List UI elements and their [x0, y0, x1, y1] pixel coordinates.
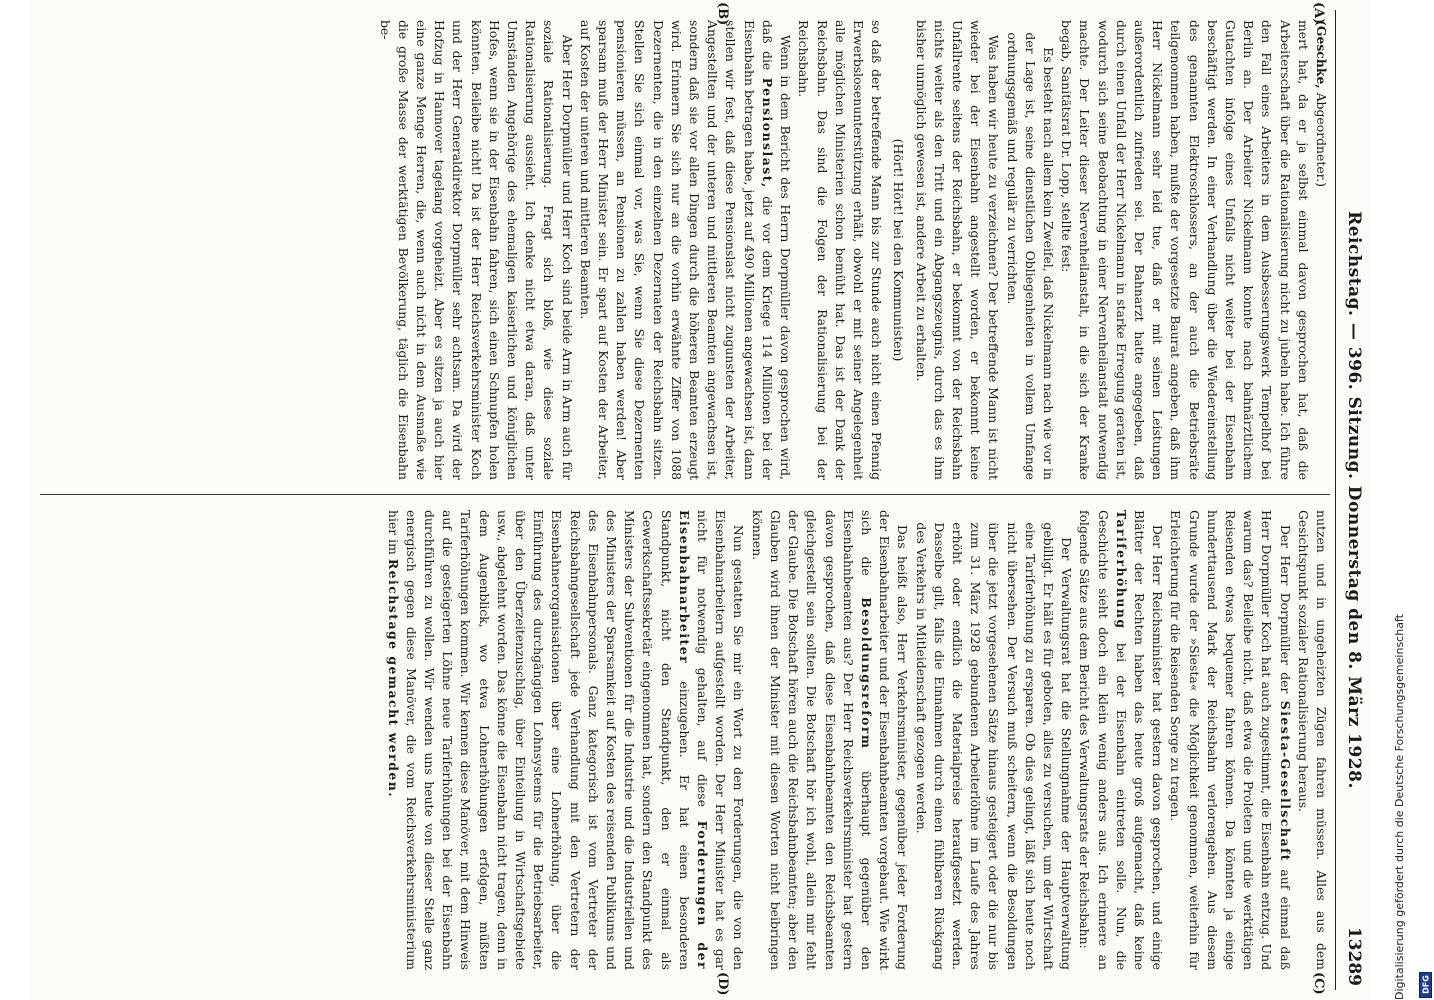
left-paragraph-3: so daß der betreffende Mann bis zur Stunde auch nicht einen Pfennig Erwerbslosenunterstützung erhält, obwohl er mit seiner Angelegenheit alle möglichen Ministerien schon bemüht hat. Das ist der Dank der Reichsbahn. Das sind die Folgen der Rationalisierung bei der Reichsbahn.: [796, 20, 885, 480]
right-paragraph-3-rest: bei der Eisenbahn eintreten solle. Nun, die Geschichte sieht doch ein klein wenig anders aus. Ich erinnere an folgende Sätze aus dem Bericht des Verwaltungsrats der Reichsbahn:: [1077, 510, 1129, 970]
margin-letter-b: (B): [715, 2, 730, 26]
margin-letter-d: (D): [715, 972, 730, 996]
margin-letter-a: (A): [1311, 2, 1326, 25]
margin-letter-c: (C): [1311, 972, 1326, 995]
running-head: [1330, 0, 1370, 1000]
right-paragraph-4-rest: überhaupt gegenüber den Eisenbahnbeamten aus? Der Herr Reichsverkehrsminister hat gestern davon gesprochen, daß diese Eisenbahnbeamten den Reichsbeamten gleichgestellt sein sollten. Die Botschaft hör ich wohl, allein mir fehlt der Glaube. Die Botschaft hören auch die Reichsbahnbeamten; aber den Glauben wird ihnen der Minister mit diesen Worten nicht beibringen können.: [749, 510, 874, 970]
right-paragraph-2-start: Der Herr Dorpmüller der: [1277, 524, 1293, 694]
emphasis-siesta: Siesta-Gesellschaft: [1277, 700, 1293, 863]
right-paragraph-2-rest: auf einmal daß Herr Dorpmüller Koch hat auch zugestimmt, die Eisenbahn entzug. Und warum das? Beileibe nicht, daß etwa die Proleten und die werktätigen Reisenden etwas bequemer fahren können. Da könnten ja einige hunderttausend Mark der Reichsbahn verlorengehen. Aus diesem Grunde wurde der »Siesta« die Möglichkeit genommen, weiterhin für Erleichterung für die Reisenden Sorge zu tragen.: [1168, 510, 1293, 970]
left-paragraph-4-rest: die vor dem Kriege 114 Millionen bei der Eisenbahn betragen habe, jetzt auf 490 Millionen angewachsen ist, dann stellen wir fest, daß diese Pensionslast nicht zugunsten der Arbeiter, Angestellten und der unteren und mittleren Beamten angewachsen ist, sondern daß sie vor allen Dingen durch die höheren Beamten erzeugt wird. Erinnern Sie sich nur an die vorhin erwähnte Ziffer von 1088 Dezernenten, die in den einzelnen Dezernaten der Reichsbahn sitzen. Stellen Sie sich einmal vor, was Sie, wenn Sie diese Dezernenten pensionieren müssen, an Pensionen zu zahlen haben werden! Aber sparsam muß der Herr Minister sein. Er spart auf Kosten der Arbeiter, auf Kosten der unteren und mittleren Beamten.: [577, 20, 775, 480]
right-paragraph-5: [383, 510, 747, 970]
right-column: [40, 510, 1330, 970]
digitization-credit-text: Digitalisierung gefördert durch die Deutsche Forschungsgemeinschaft: [1393, 614, 1406, 1000]
page-header-title: Reichstag. — 396. Sitzung. Donnerstag den 8. März 1928.: [1344, 211, 1364, 789]
speaker-name: (Geschke,: [1314, 20, 1329, 89]
right-quote-1: Der Verwaltungsrat hat die Stellungnahme der Hauptverwaltung gebilligt. Er hält es für geboten, alles zu versuchen, um der Wirtschaft eine Tariferhöhung zu ersparen. Ob dies gelingt, läßt sich heute noch nicht übersehen. Der Versuch muß scheitern, wenn die Besoldungen über die jetzt vorgesehenen Sätze hinaus gesteigert oder die nur bis zum 31. März 1928 gebundenen Arbeiterlöhne im Laufe des Jahres erhöht oder endlich die Materialpreise heraufgesetzt werden. Dasselbe gilt, falls die Einnahmen durch einen fühlbaren Rückgang des Verkehrs in Mitleidenschaft gezogen werden.: [913, 522, 1075, 970]
right-paragraph-1: nutzen und in ungeheizten Zügen fahren müssen. Alles aus dem Gesichtspunkt sozialer Rationalisierung heraus.: [1295, 510, 1329, 970]
interjection: (Hört! Hört! bei den Kommunisten): [891, 138, 907, 362]
left-paragraph-2: Was haben wir heute zu verzeichnen? Der betreffende Mann ist nicht wieder bei der Eisenbahn angestellt worden, er bekommt keine Unfallrente seitens der Reichsbahn, er bekommt von der Reichsbahn nichts weiter als den Tritt und ein Abgangszeugnis, durch das es ihm bisher unmöglich gewesen ist, andere Arbeit zu erhalten.: [913, 20, 1002, 480]
right-paragraph-5-rest: einzugehen. Er hat einen besonderen Standpunkt, nicht den Standpunkt, den er einmal als Gewerkschaftssekretär eingenommen hat, sondern den Standpunkt des Ministers der Subventionen für die Industrie und die Industriellen und des Ministers der Sparsamkeit auf Kosten des reisenden Publikums und des Eisenbahnpersonals. Ganz kategorisch ist vom Vertreter der Reichsbahngesellschaft jede Verhandlung mit den Vertretern der Eisenbahnerorganisationen über eine Lohnerhöhung, über die Einführung des durchgängigen Lohnsystems für die Betriebsarbeiter, über den Überzeitenzuschlag, über Einteilung in Wirtschaftsgebiete usw., abgelehnt worden. Das könne die Eisenbahn nicht tragen, denn in dem Augenblick, wo etwa Lohnerhöhungen erfolgen, müßten Tariferhöhungen kommen. Wir kennen diese Manöver, mit dem Hinweis auf die gesteigerten Löhne neue Tariferhöhungen bei der Eisenbahn durchführen zu wollen. Wir wenden uns heute von dieser Stelle ganz energisch gegen diese Manöver, die vom Reichsverkehrsministerium hier im: [385, 510, 692, 970]
right-paragraph-3-start: Der Herr Reichsminister hat gestern davon gesprochen, und einige Blätter der Rechten haben das heute groß aufgemacht, daß keine: [1131, 510, 1166, 970]
header-rule: [1335, 10, 1336, 990]
emphasis-besoldungsreform: Besoldungsreform: [858, 597, 874, 750]
left-paragraph-1: mert hat, da er ja selbst einmal davon gesprochen hat, daß die Arbeiterschaft über die Rationalisierung nicht zu jubeln habe. Ich führe den Fall eines Arbeiters in dem Ausbesserungswerk Tempelhof bei Berlin an. Der Arbeiter Nickelmann konnte nach bahnärztlichem Gutachten infolge eines Unfalls nicht weiter bei der Eisenbahn beschäftigt werden. In einer Verhandlung über die Wiedereinstellung des genannten Elektroschlossers, an der auch die Betriebsräte teilgenommen haben, mußte der vorgesetzte Baurat angeben, daß ihm Herr Nickelmann sehr leid tue, daß er mit seinen Leistungen außerordentlich zufrieden sei. Der Bahnarzt hatte angegeben, daß durch einen Unfall der Herr Nickelmann in starke Erregung geraten ist, wodurch sich seine Beobachtung in einer Nervenheilanstalt notwendig machte. Der Leiter dieser Nervenheilanstalt, in die sich der Kranke begab, Sanitätsrat Dr. Lopp, stellte fest:: [1059, 20, 1311, 480]
left-paragraph-4-start: Wenn in dem Bericht des Herrn Dorpmüller davon gesprochen wird, daß die: [759, 20, 794, 480]
speaker-line: [1312, 20, 1330, 480]
dfg-logo: [1419, 972, 1432, 998]
emphasis-reichstage: Reichstage gemacht werden.: [385, 558, 401, 799]
left-column: [40, 20, 1330, 480]
column-divider: [40, 494, 1330, 495]
page-number: 13289: [1344, 926, 1364, 986]
left-paragraph-5: Aber Herr Dorpmüller und Herr Koch sind beide Arm in Arm auch für soziale Rationalisierung. Fragt sich bloß, wie diese soziale Rationalisierung aussieht. Ich denke nicht etwa daran, daß unter Umständen Angehörige des ehemaligen kaiserlichen und königlichen Hofes, wenn sie in der Eisenbahn fahren, sich einen Schnupfen holen könnten. Beileibe nicht! Da ist der Herr Reichsverkehrsminister Koch und der Herr Generaldirektor Dorpmüller sehr achtsam. Da wird der Hofzug in Hannover tagelang vorgeheizt. Aber es sitzen ja auch hier eine ganze Menge Herren, die, wenn auch nicht in dem Ausmaße wie die große Masse der werktätigen Bevölkerung, täglich die Eisenbahn be-: [377, 20, 575, 480]
right-paragraph-2: [1166, 510, 1293, 970]
emphasis-forderungen: Forderungen der Eisenbahnarbeiter: [676, 510, 711, 970]
right-paragraph-4: [748, 510, 912, 970]
speaker-role: Abgeordneter.): [1314, 92, 1329, 188]
left-quote-1: Es besteht nach allem kein Zweifel, daß Nickelmann nach wie vor in der Lage ist, seine dienstlichen Obliegenheiten in vollem Umfange ordnungsgemäß und regulär zu verrichten.: [1004, 32, 1056, 480]
digitization-credit: [1380, 0, 1420, 1000]
newspaper-page: [30, 0, 1370, 1000]
emphasis-pensionslast: Pensionslast,: [759, 77, 775, 189]
dfg-logo-text: DFG: [1421, 975, 1431, 994]
right-paragraph-3: [1075, 510, 1166, 970]
right-paragraph-4-start: Das heißt also, Herr Verkehrsminister, gegenüber jeder Forderung der Eisenbahnarbeiter und der Eisenbahnbeamten vorgebaut. Wie wirkt sich die: [858, 510, 911, 970]
right-paragraph-5-start: Nun gestatten Sie mir ein Wort zu den Forderungen, die von den Eisenbahnarbeitern aufgestellt worden. Der Herr Minister hat es gar nicht für notwendig gehalten, auf diese: [695, 510, 747, 970]
emphasis-tariferhoehung: Tariferhöhung: [1113, 510, 1129, 630]
left-paragraph-4: [576, 20, 794, 480]
